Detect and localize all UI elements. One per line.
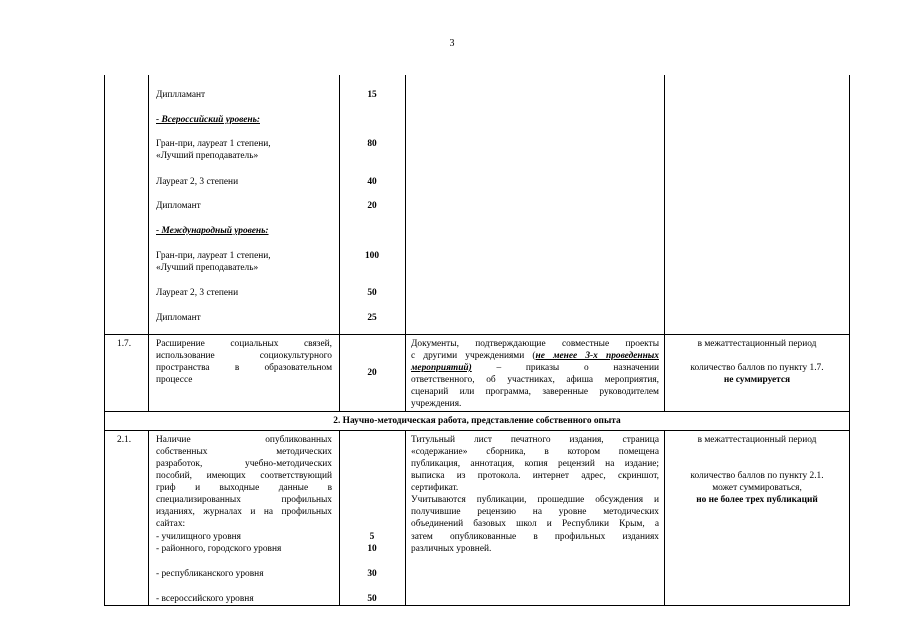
- award-label-2: «Лучший преподаватель»: [156, 151, 259, 161]
- documents-line: различных уровней.: [411, 544, 492, 554]
- documents-line: сценарий или программа, заверенные руководителем: [411, 387, 659, 397]
- level-points: 5: [369, 532, 375, 542]
- level-points: 50: [367, 594, 377, 604]
- page-number: 3: [449, 38, 455, 49]
- documents-line: Документы, подтверждающие совместные проекты: [411, 339, 659, 349]
- level-points: 30: [367, 569, 377, 579]
- criterion-line: пособий, имеющих соответствующий: [156, 471, 332, 481]
- award-points: 80: [367, 139, 377, 149]
- documents-line: сертификат.: [411, 483, 459, 493]
- criterion-line: пространства в образовательном: [156, 363, 332, 373]
- award-points: 15: [367, 90, 377, 100]
- documents-line: получившие рецензию на уровне методических: [411, 507, 659, 517]
- level-label: - районного, городского уровня: [156, 544, 282, 554]
- documents-line: с другими учреждениями (не менее 3-х проведенных: [411, 351, 659, 361]
- criterion-line: собственных методических: [156, 447, 332, 457]
- award-points: 20: [367, 201, 377, 211]
- level-label: - республиканского уровня: [156, 569, 264, 579]
- documents-line: учреждения.: [411, 399, 462, 409]
- criterion-line: Наличие опубликованных: [156, 435, 332, 445]
- level-label: - всероссийского уровня: [156, 594, 254, 604]
- award-points: 100: [364, 251, 380, 261]
- documents-line: мероприятий) – приказы о назначении: [411, 363, 659, 373]
- award-label: Дипломант: [156, 313, 201, 323]
- row-number: 2.1.: [117, 435, 132, 445]
- award-points: 40: [367, 177, 377, 187]
- row-number: 1.7.: [117, 339, 132, 349]
- criterion-line: изданиях, журналах и на профильных: [156, 507, 332, 517]
- level-heading: - Всероссийский уровень:: [156, 115, 260, 125]
- documents-line: затем опубликованные в профильных изданиях: [411, 532, 659, 542]
- award-points: 50: [367, 288, 377, 298]
- criterion-line: разработок, учебно-методических: [156, 459, 332, 469]
- note-bold: но не более трех публикаций: [696, 495, 818, 505]
- section-title: 2. Научно-методическая работа, представление собственного опыта: [333, 416, 621, 426]
- criterion-line: гриф и выходные данные в: [156, 483, 332, 493]
- documents-line: объединений базовых школ и Республики Крым, а: [411, 519, 659, 529]
- note-text: количество баллов по пункту 1.7.: [690, 363, 824, 373]
- note-bold: не суммируется: [723, 375, 791, 385]
- award-label-2: «Лучший преподаватель»: [156, 263, 259, 273]
- criterion-line: специализированных профильных: [156, 495, 332, 505]
- level-label: - училищного уровня: [156, 532, 241, 542]
- documents-line: Титульный лист печатного издания, страница: [411, 435, 659, 445]
- level-heading: - Международный уровень:: [156, 226, 269, 236]
- award-points: 25: [367, 313, 377, 323]
- note-text: количество баллов по пункту 2.1.: [690, 471, 824, 481]
- period-text: в межаттестационный период: [697, 339, 817, 349]
- award-label: Диплламант: [156, 90, 206, 100]
- award-label: Лауреат 2, 3 степени: [156, 177, 239, 187]
- criterion-line: Расширение социальных связей,: [156, 339, 332, 349]
- documents-line: публикация, аннотация, копия рецензий на издание;: [411, 459, 659, 469]
- award-label: Лауреат 2, 3 степени: [156, 288, 239, 298]
- period-text: в межаттестационный период: [697, 435, 817, 445]
- criterion-line: процессе: [156, 375, 193, 385]
- award-label: Дипломант: [156, 201, 201, 211]
- documents-line: Учитываются публикации, прошедшие обсуждения и: [411, 495, 659, 505]
- note-text: может суммироваться,: [712, 483, 802, 493]
- criterion-points: 20: [367, 368, 377, 378]
- documents-line: выписка из протокола. интернет адрес, скриншот,: [411, 471, 659, 481]
- documents-line: ответственного, об участниках, афиша мероприятия,: [411, 375, 659, 385]
- criterion-line: использование социокультурного: [156, 351, 332, 361]
- award-label: Гран-при, лауреат 1 степени,: [156, 251, 271, 261]
- level-points: 10: [367, 544, 377, 554]
- criterion-line: сайтах:: [156, 519, 186, 529]
- award-label: Гран-при, лауреат 1 степени,: [156, 139, 271, 149]
- documents-line: «содержание» сборника, в котором помещена: [411, 447, 659, 457]
